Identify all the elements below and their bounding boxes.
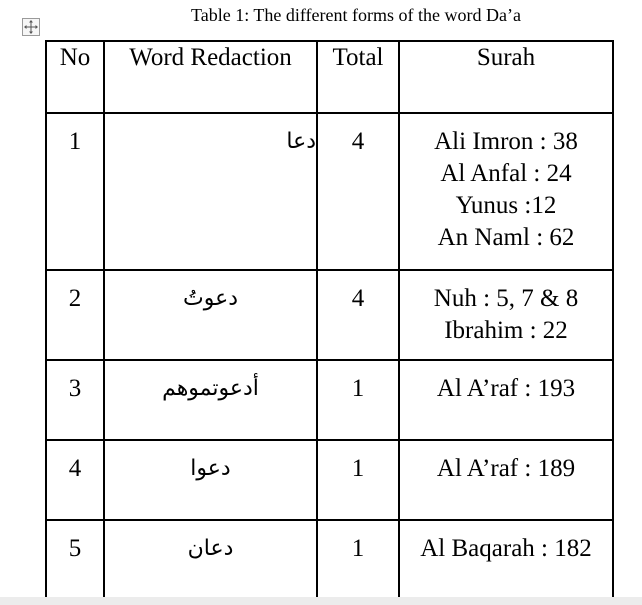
- row-number-cell: [46, 270, 104, 360]
- row-number: 3: [68, 375, 82, 402]
- total-value: 4: [351, 128, 365, 155]
- header-no: No: [46, 41, 104, 113]
- word-cell: [104, 270, 317, 360]
- surah-cell: [399, 360, 613, 440]
- word-cell: [104, 440, 317, 520]
- total-cell: [317, 113, 399, 270]
- table-row: [46, 440, 613, 520]
- total-value: 4: [351, 285, 365, 312]
- header-surah: Surah: [399, 41, 613, 113]
- arabic-word: دعا: [286, 129, 316, 154]
- surah-reference: Al Anfal : 24: [440, 160, 572, 187]
- header-total: Total: [317, 41, 399, 113]
- surah-reference: Ibrahim : 22: [444, 317, 568, 344]
- surah-cell: [399, 520, 613, 598]
- arabic-word: أدعوتموهم: [162, 376, 259, 401]
- surah-reference: An Naml : 62: [437, 224, 575, 251]
- table-caption: Table 1: The different forms of the word Da’a: [191, 5, 521, 25]
- surah-reference: Ali Imron : 38: [434, 128, 578, 155]
- surah-reference: Al A’raf : 193: [436, 375, 576, 402]
- row-number-cell: [46, 360, 104, 440]
- total-cell: [317, 520, 399, 598]
- row-number: 1: [68, 128, 82, 155]
- row-number-cell: [46, 440, 104, 520]
- total-value: 1: [351, 455, 365, 482]
- table-row: [46, 113, 613, 270]
- arabic-word: دعان: [187, 536, 234, 561]
- surah-cell: [399, 113, 613, 270]
- table-row: [46, 360, 613, 440]
- table-header-row: [46, 41, 613, 113]
- total-cell: [317, 360, 399, 440]
- surah-reference: Al Baqarah : 182: [420, 535, 592, 562]
- word-cell: [104, 113, 317, 270]
- surah-cell: [399, 270, 613, 360]
- arabic-word: دعوتُ: [183, 286, 238, 311]
- word-forms-table: [45, 40, 614, 599]
- row-number: 2: [68, 285, 82, 312]
- table-row: [46, 520, 613, 598]
- header-word-redaction: Word Redaction: [104, 41, 317, 113]
- surah-reference: Yunus :12: [455, 192, 557, 219]
- surah-reference: Al A’raf : 189: [436, 455, 576, 482]
- total-cell: [317, 270, 399, 360]
- total-value: 1: [351, 535, 365, 562]
- row-number-cell: [46, 520, 104, 598]
- surah-cell: [399, 440, 613, 520]
- row-number: 5: [68, 535, 82, 562]
- row-number-cell: [46, 113, 104, 270]
- arabic-word: دعوا: [190, 456, 231, 481]
- row-number: 4: [68, 455, 82, 482]
- table-row: [46, 270, 613, 360]
- total-cell: [317, 440, 399, 520]
- total-value: 1: [351, 375, 365, 402]
- move-arrows-icon[interactable]: [22, 18, 40, 36]
- word-cell: [104, 520, 317, 598]
- surah-reference: Nuh : 5, 7 & 8: [433, 285, 579, 312]
- page-bottom-edge: [0, 597, 642, 605]
- word-cell: [104, 360, 317, 440]
